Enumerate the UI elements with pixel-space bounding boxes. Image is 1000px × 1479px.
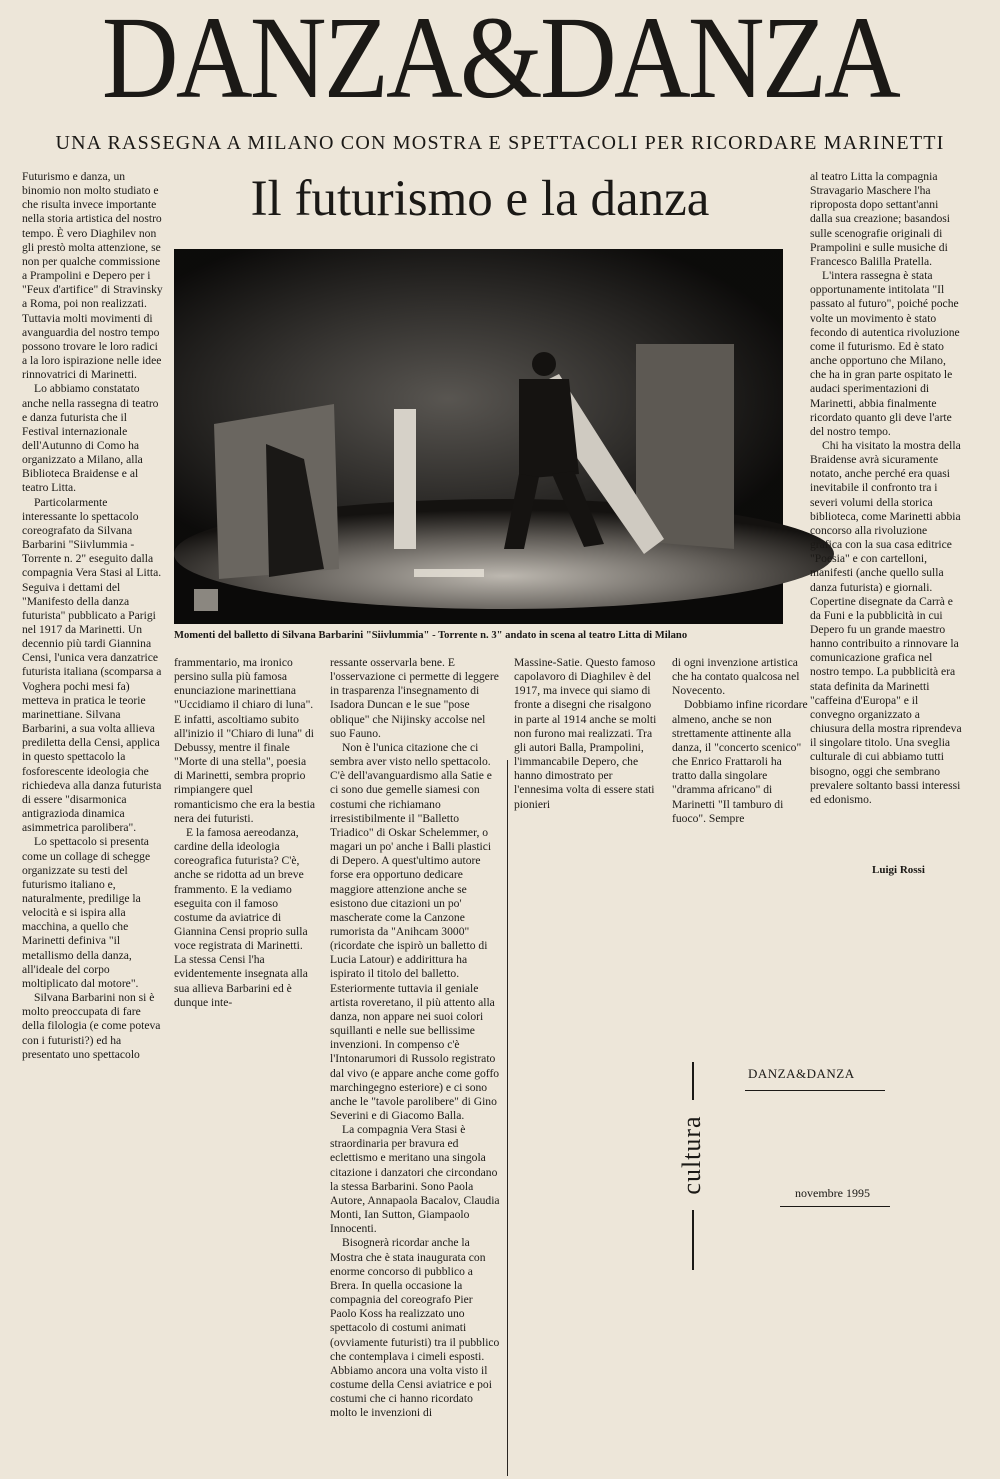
paragraph: Massine-Satie. Questo famoso capolavoro di Diaghilev è del 1917, ma invece qui siamo di fronte a disegni che risalgono in parte al 1914 anche se molti non furono mai realizzati. Tra gli autori Balla, Prampolini, l'immancabile Depero, che hanno dimostrato per l'ennesima volta di essere stati pionieri <box>514 656 657 811</box>
paragraph: Futurismo e danza, un binomio non molto studiato e che risulta invece importante nella storia artistica del nostro tempo. È vero Diaghilev non gli prestò molta attenzione, se non per qualche commissione a Prampolini e Depero per i "Feux d'artifice" di Stravinsky a Roma, poi non realizzati. Tuttavia molti movimenti di avanguardia del nostro tempo possono trovare le loro radici a la loro ispirazione nelle idee rinnovatrici di Marinetti. <box>22 170 163 382</box>
column-6 <box>810 170 962 860</box>
subtitle: UNA RASSEGNA A MILANO CON MOSTRA E SPETTACOLI PER RICORDARE MARINETTI <box>55 132 945 154</box>
column-1 <box>22 170 163 1061</box>
paragraph: al teatro Litta la compagnia Stravagario Maschere l'ha riproposta dopo settant'anni dalla sua creazione; basandosi sulle scenografie originali di Prampolini e sulle musiche di Francesco Balilla Pratella. <box>810 170 951 268</box>
paragraph: Non è l'unica citazione che ci sembra aver visto nello spettacolo. C'è dell'avanguardismo alla Satie e ci sono due gemelle siamesi con costumi che richiamano irresistibilmente il "Balletto Triadico" di Oskar Schelemmer, o magari un po' anche i Balli plastici di Depero. A quest'ultimo autore forse era opportuno dedicare maggiore attenzione anche se esistono due citazioni un po' mascherate come la Canzone rumorista da "Anihcam 3000" (ricordate che ispirò un balletto di Lucia Latour) e addirittura ha ispirato il titolo del balletto. Esteriormente tuttavia il geniale artista roveretano, il più attento alla danza, non appare nei suoi colori squillanti e nelle sue bellissime invenzioni. In compenso c'è l'Intonarumori di Russolo registrato dal vivo (e appare anche come goffo marchingegno esteriore) e ci sono anche le "tavole parolibere" di Gino Severini e di Giacomo Balla. <box>330 740 500 1122</box>
paragraph: Dobbiamo infine ricordare almeno, anche se non strettamente attinente alla danza, il "concerto scenico" che Enrico Frattaroli ha tratto dalla singolare "dramma africano" di Marinetti "Il tamburo di fuoco". Sempre <box>672 698 808 825</box>
footer-rule-horizontal-bottom <box>780 1206 890 1207</box>
author-signature: Luigi Rossi <box>872 864 925 876</box>
column-2 <box>174 656 315 1009</box>
column-4 <box>514 656 662 811</box>
paragraph: Chi ha visitato la mostra della Braidense avrà sicuramente notato, anche perché era quasi inevitabile il confronto tra i severi volumi della storica biblioteca, come Marinetti abbia concorso alla rivoluzione grafica con la sua casa editrice "Poesia" e con cartelloni, manifesti (anche quello sulla danza futurista) e giornali. Copertine disegnate da Carrà e da Funi e la pubblicità in cui Depero fu un grande maestro hanno contribuito a rinnovare la comunicazione grafica nel nostro tempo. La pubblicità era stata definita da Marinetti "caffeina d'Europa" e il convegno organizzato a chiusura della mostra riprendeva il singolare titolo. Una sveglia culturale di cui abbiamo tutti bisogno, oggi che sembrano prevalere soltanto bassi interessi ed edonismo. <box>810 438 962 806</box>
photo-caption: Momenti del balletto di Silvana Barbarini "Siivlummia" - Torrente n. 3" andato in scena al teatro Litta di Milano <box>174 630 688 641</box>
paragraph: L'intera rassegna è stata opportunamente intitolata "Il passato al futuro", poiché poche volte un movimento è stato fecondo di autentica rivoluzione come il futurismo. Ed è stato anche opportuno che Milano, che ha in gran parte ospitato le audaci sperimentazioni di Marinetti, abbia finalmente ricordato quanto gli deve l'arte del nostro tempo. <box>810 269 960 438</box>
column-5 <box>672 656 808 825</box>
section-label-text: cultura <box>677 1115 706 1195</box>
issue-date: novembre 1995 <box>795 1186 870 1200</box>
footer-rule-horizontal-top <box>745 1090 885 1091</box>
paragraph: Lo abbiamo constatato anche nella rassegna di teatro e danza futurista che il Festival internazionale dell'Autunno di Como ha organizzato a Milano, alla Biblioteca Braidense e al teatro Litta. <box>22 382 159 495</box>
masthead: DANZA&DANZA <box>101 0 899 123</box>
headline: Il futurismo e la danza <box>250 171 710 227</box>
ballet-photo <box>174 249 783 624</box>
paragraph: Bisognerà ricordar anche la Mostra che è stata inaugurata con enorme concorso di pubblico a Brera. In quella occasione la compagnia del coreografo Pier Paolo Koss ha realizzato uno spettacolo di costumi animati (ovviamente futuristi) tra il pubblico che contemplava i cimeli esposti. Abbiamo ancora una volta visto il costume della Censi aviatrice e poi costumi che ci hanno ricordato molto le invenzioni di <box>330 1236 500 1420</box>
section-label <box>662 1100 722 1210</box>
ballet-scene-image <box>174 249 783 624</box>
paragraph: frammentario, ma ironico persino sulla più famosa enunciazione marinettiana "Uccidiamo il chiaro di luna". E infatti, ascoltiamo subito all'inizio il "Chiaro di luna" di Debussy, mentre il finale "Morte di una stella", poesia di Marinetti, sembra proprio rimpiangere quel romanticismo che era la bestia nera dei futuristi. <box>174 656 315 825</box>
column-3 <box>330 656 500 1472</box>
paragraph: ressante osservarla bene. E l'osservazione ci permette di leggere in trasparenza l'insegnamento di Isadora Duncan e le sue "pose oblique" che Nijinsky accolse nel suo Fauno. <box>330 656 499 740</box>
magazine-name: DANZA&DANZA <box>748 1066 855 1081</box>
footer-rule-bottom <box>692 1210 694 1270</box>
footer-rule-top <box>692 1062 694 1100</box>
paragraph: Silvana Barbarini non si è molto preoccupata di fare della filologia (e come potevа con i futuristi?) ed ha presentato uno spettacolo <box>22 991 161 1061</box>
paragraph: E la famosa aereodanza, cardine della ideologia coreografica futurista? C'è, anche se ridotta ad un breve frammento. E la vediamo eseguita con il famoso costume da aviatrice di Giannina Censi proprio sulla voce registrata di Marinetti. La stessa Censi l'ha evidentemente insegnata alla sua allieva Barbarini ed è dunque inte- <box>174 825 308 1009</box>
paragraph: La compagnia Vera Stasi è straordinaria per bravura ed eclettismo e meritano una singola citazione i danzatori che circondano la stessa Barbarini. Sono Paola Autore, Annapaola Bacalov, Claudia Monti, Ian Sutton, Giampaolo Innocenti. <box>330 1123 500 1236</box>
paragraph: Particolarmente interessante lo spettacolo coreografato da Silvana Barbarini "Siivlummia - Torrente n. 2" eseguito dalla compagnia Vera Stasi al Litta. Seguiva i dettami del "Manifesto della danza futurista" pubblicato a Parigi nel 1917 da Marinetti. Un decennio più tardi Giannina Censi, l'unica vera danzatrice futurista italiana (scomparsa a Voghera pochi mesi fa) metteva in pratica le teorie marinettiane. Silvana Barbarini, a sua volta allieva prediletta della Censi, applica in questo spettacolo la fosforescente ideologia che richiedeva alla danza futurista di essere "disarmonica antigrazioda dinamica asimmetrica parolibera". <box>22 495 162 835</box>
paragraph: di ogni invenzione artistica che ha contato qualcosa nel Novecento. <box>672 656 800 698</box>
column-rule <box>507 760 508 1476</box>
paragraph: Lo spettacolo si presenta come un collage di schegge organizzate su testi del futurismo italiano e, naturalmente, predilige la velocità e si ispira alla macchina, a quello che Marinetti definiva "il metallismo della danza, all'ideale del corpo moltiplicato dal motore". <box>22 835 151 990</box>
